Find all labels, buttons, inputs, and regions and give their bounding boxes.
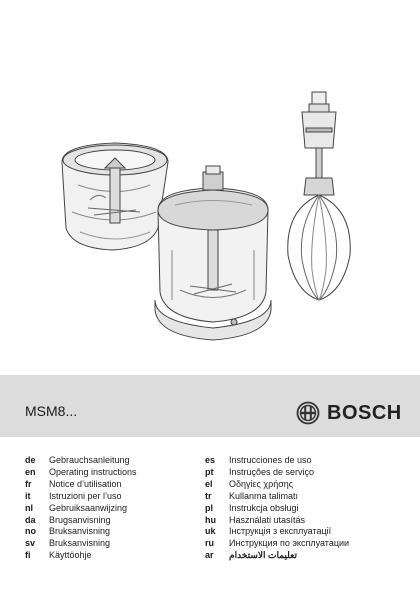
language-code: de [25,455,36,465]
language-item [25,526,137,538]
language-item [25,467,137,479]
language-code: el [205,478,213,489]
language-item [205,455,349,467]
language-item [205,550,349,562]
language-title: Gebrauchsanleitung [49,455,130,465]
language-code: it [25,490,31,501]
language-code: da [25,514,36,525]
chopper-assembly-icon [155,166,271,340]
language-item [205,515,349,527]
language-code: no [25,526,36,537]
language-title: Bruksanvisning [49,526,111,537]
language-code: uk [205,526,216,537]
language-item [205,491,349,503]
language-item [205,467,349,479]
language-code: pt [205,466,214,477]
language-code: fi [25,550,31,561]
language-item [25,515,137,527]
language-list-left [25,455,137,562]
language-title: تعليمات الاستخدام [229,550,297,561]
language-item [205,526,349,538]
language-code: tr [205,490,212,501]
language-item [25,455,137,467]
language-title: Käyttöohje [49,550,92,561]
language-title: Istruzioni per l’uso [49,490,122,501]
bosch-logo-icon [296,401,320,425]
language-item [25,479,137,491]
language-item [205,538,349,550]
language-title: Инструкция по эксплуатации [229,538,350,549]
language-code: hu [205,514,216,525]
language-title: Kullanma talimatı [229,490,299,501]
language-code: nl [25,502,33,513]
language-code: ar [205,550,214,561]
language-code: pl [205,502,213,513]
language-title: Gebruiksaanwijzing [49,502,128,513]
language-list-right [205,455,349,562]
language-code: fr [25,478,32,489]
language-item [25,491,137,503]
language-code: sv [25,538,36,549]
language-title: Operating instructions [49,466,137,477]
model-number: MSM8... [25,403,78,419]
language-item [25,503,137,515]
bowl-chopper-icon [62,143,168,250]
language-title: Brugsanvisning [49,514,111,525]
language-code: ru [205,538,214,549]
language-title: Használati utasítás [229,514,306,525]
language-title: Instrukcja obsługi [229,502,299,513]
language-title: Οδηγίες χρήσης [229,478,294,489]
language-code: es [205,455,216,465]
brand-lockup [296,401,402,425]
whisk-icon [288,92,350,300]
language-item [25,550,137,562]
language-title: Instruções de serviço [229,466,315,477]
language-title: Instrucciones de uso [229,455,312,465]
language-title: Інструкція з експлуатації [229,526,332,537]
language-item [205,479,349,491]
language-item [25,538,137,550]
brand-name: BOSCH [327,401,402,424]
language-code: en [25,466,36,477]
language-title: Bruksanvisning [49,538,111,549]
language-title: Notice d’utilisation [49,478,122,489]
language-item [205,503,349,515]
